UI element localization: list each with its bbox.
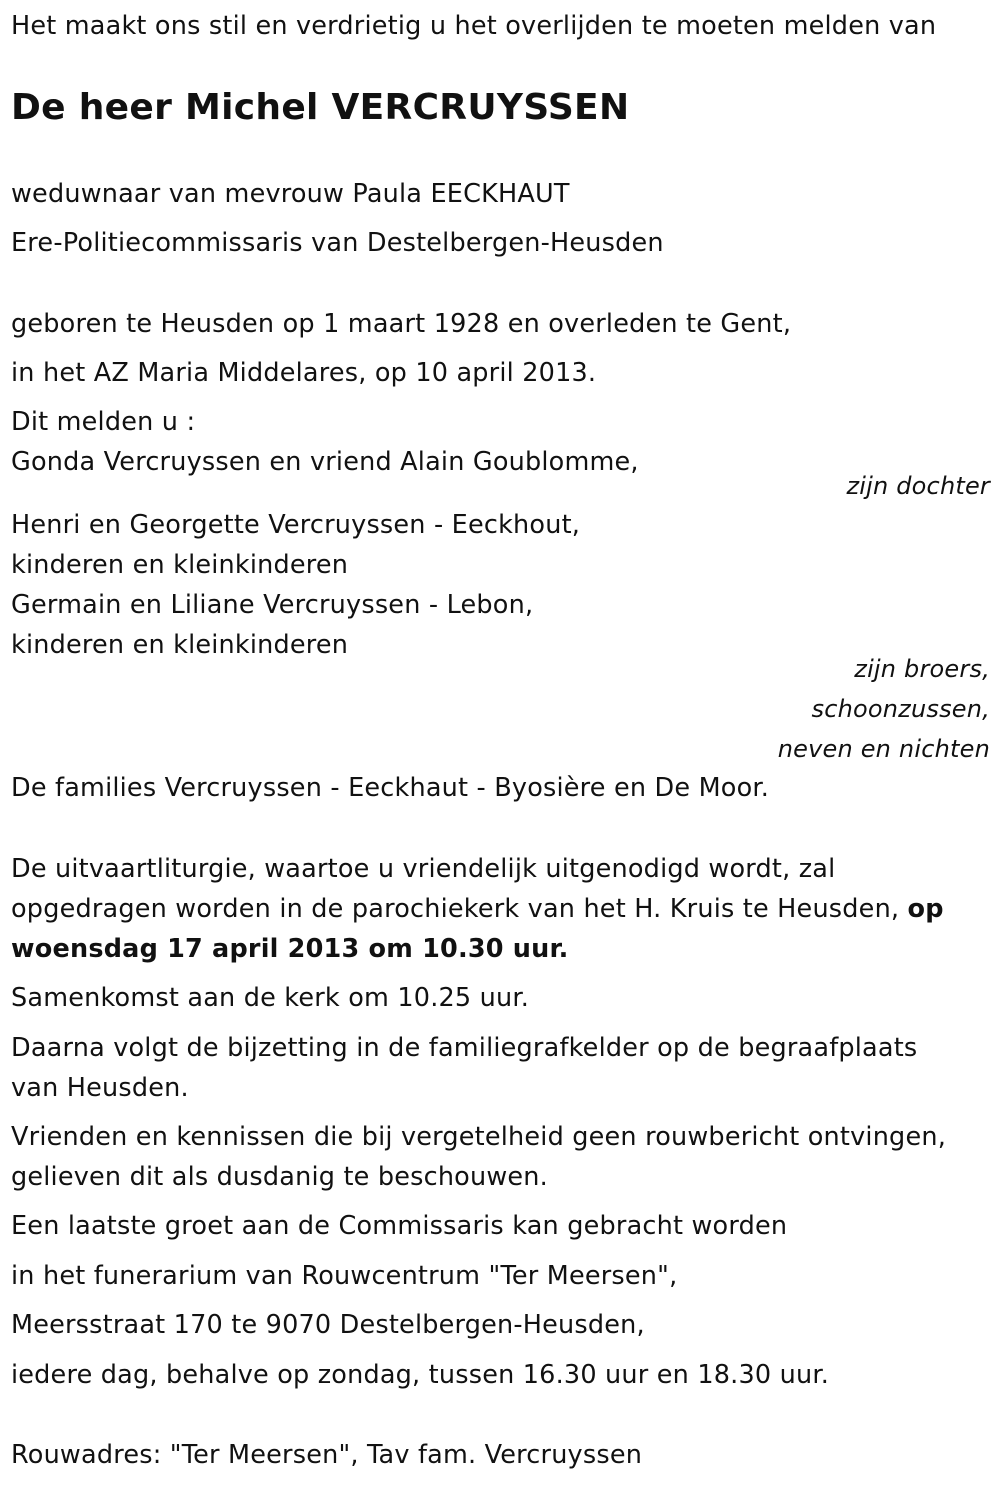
- friends-line-1: Vrienden en kennissen die bij vergetelheid geen rouwbericht ontvingen,: [11, 1122, 947, 1152]
- funeral-date-bold: woensdag 17 april 2013 om 10.30 uur.: [11, 934, 569, 964]
- birth-death-text: geboren te Heusden op 1 maart 1928 en overleden te Gent,: [11, 309, 792, 339]
- relation-daughter: zijn dochter: [846, 472, 990, 500]
- burial-line-2: van Heusden.: [11, 1073, 189, 1103]
- family-line-2: Henri en Georgette Vercruyssen - Eeckhout,: [11, 510, 581, 540]
- relation-sisters-in-law: schoonzussen,: [811, 695, 990, 723]
- relation-brothers: zijn broers,: [854, 655, 990, 683]
- family-line-4: Germain en Liliane Vercruyssen - Lebon,: [11, 590, 534, 620]
- mourning-address: Rouwadres: "Ter Meersen", Tav fam. Vercruyssen: [11, 1440, 643, 1470]
- gathering-text: Samenkomst aan de kerk om 10.25 uur.: [11, 983, 530, 1013]
- visit-line-4: iedere dag, behalve op zondag, tussen 16.30 uur en 18.30 uur.: [11, 1360, 830, 1390]
- funeral-line-2-text: opgedragen worden in de parochiekerk van het H. Kruis te Heusden,: [11, 894, 900, 924]
- funeral-line-2-bold: op: [907, 894, 944, 924]
- burial-line-1: Daarna volgt de bijzetting in de familiegrafkelder op de begraafplaats: [11, 1033, 918, 1063]
- funeral-line-2: [11, 894, 944, 924]
- funeral-date: [11, 934, 569, 964]
- family-line-1: Gonda Vercruyssen en vriend Alain Goublomme,: [11, 447, 639, 477]
- funeral-line-1: De uitvaartliturgie, waartoe u vriendelijk uitgenodigd wordt, zal: [11, 854, 836, 884]
- visit-line-2: in het funerarium van Rouwcentrum "Ter Meersen",: [11, 1261, 678, 1291]
- deceased-name: De heer Michel VERCRUYSSEN: [11, 87, 630, 128]
- visit-line-3: Meersstraat 170 te 9070 Destelbergen-Heusden,: [11, 1310, 645, 1340]
- friends-line-2: gelieven dit als dusdanig te beschouwen.: [11, 1162, 548, 1192]
- relation-nephews-nieces: neven en nichten: [777, 735, 990, 763]
- honorary-title: Ere-Politiecommissaris van Destelbergen-Heusden: [11, 228, 664, 258]
- family-line-3: kinderen en kleinkinderen: [11, 550, 349, 580]
- widower-text: weduwnaar van mevrouw Paula EECKHAUT: [11, 179, 570, 209]
- family-line-6: De families Vercruyssen - Eeckhaut - Byosière en De Moor.: [11, 773, 770, 803]
- intro-text: Het maakt ons stil en verdrietig u het overlijden te moeten melden van: [11, 11, 937, 41]
- visit-line-1: Een laatste groet aan de Commissaris kan gebracht worden: [11, 1211, 788, 1241]
- death-place-text: in het AZ Maria Middelares, op 10 april 2013.: [11, 358, 597, 388]
- family-line-5: kinderen en kleinkinderen: [11, 630, 349, 660]
- announcement-text: Dit melden u :: [11, 407, 196, 437]
